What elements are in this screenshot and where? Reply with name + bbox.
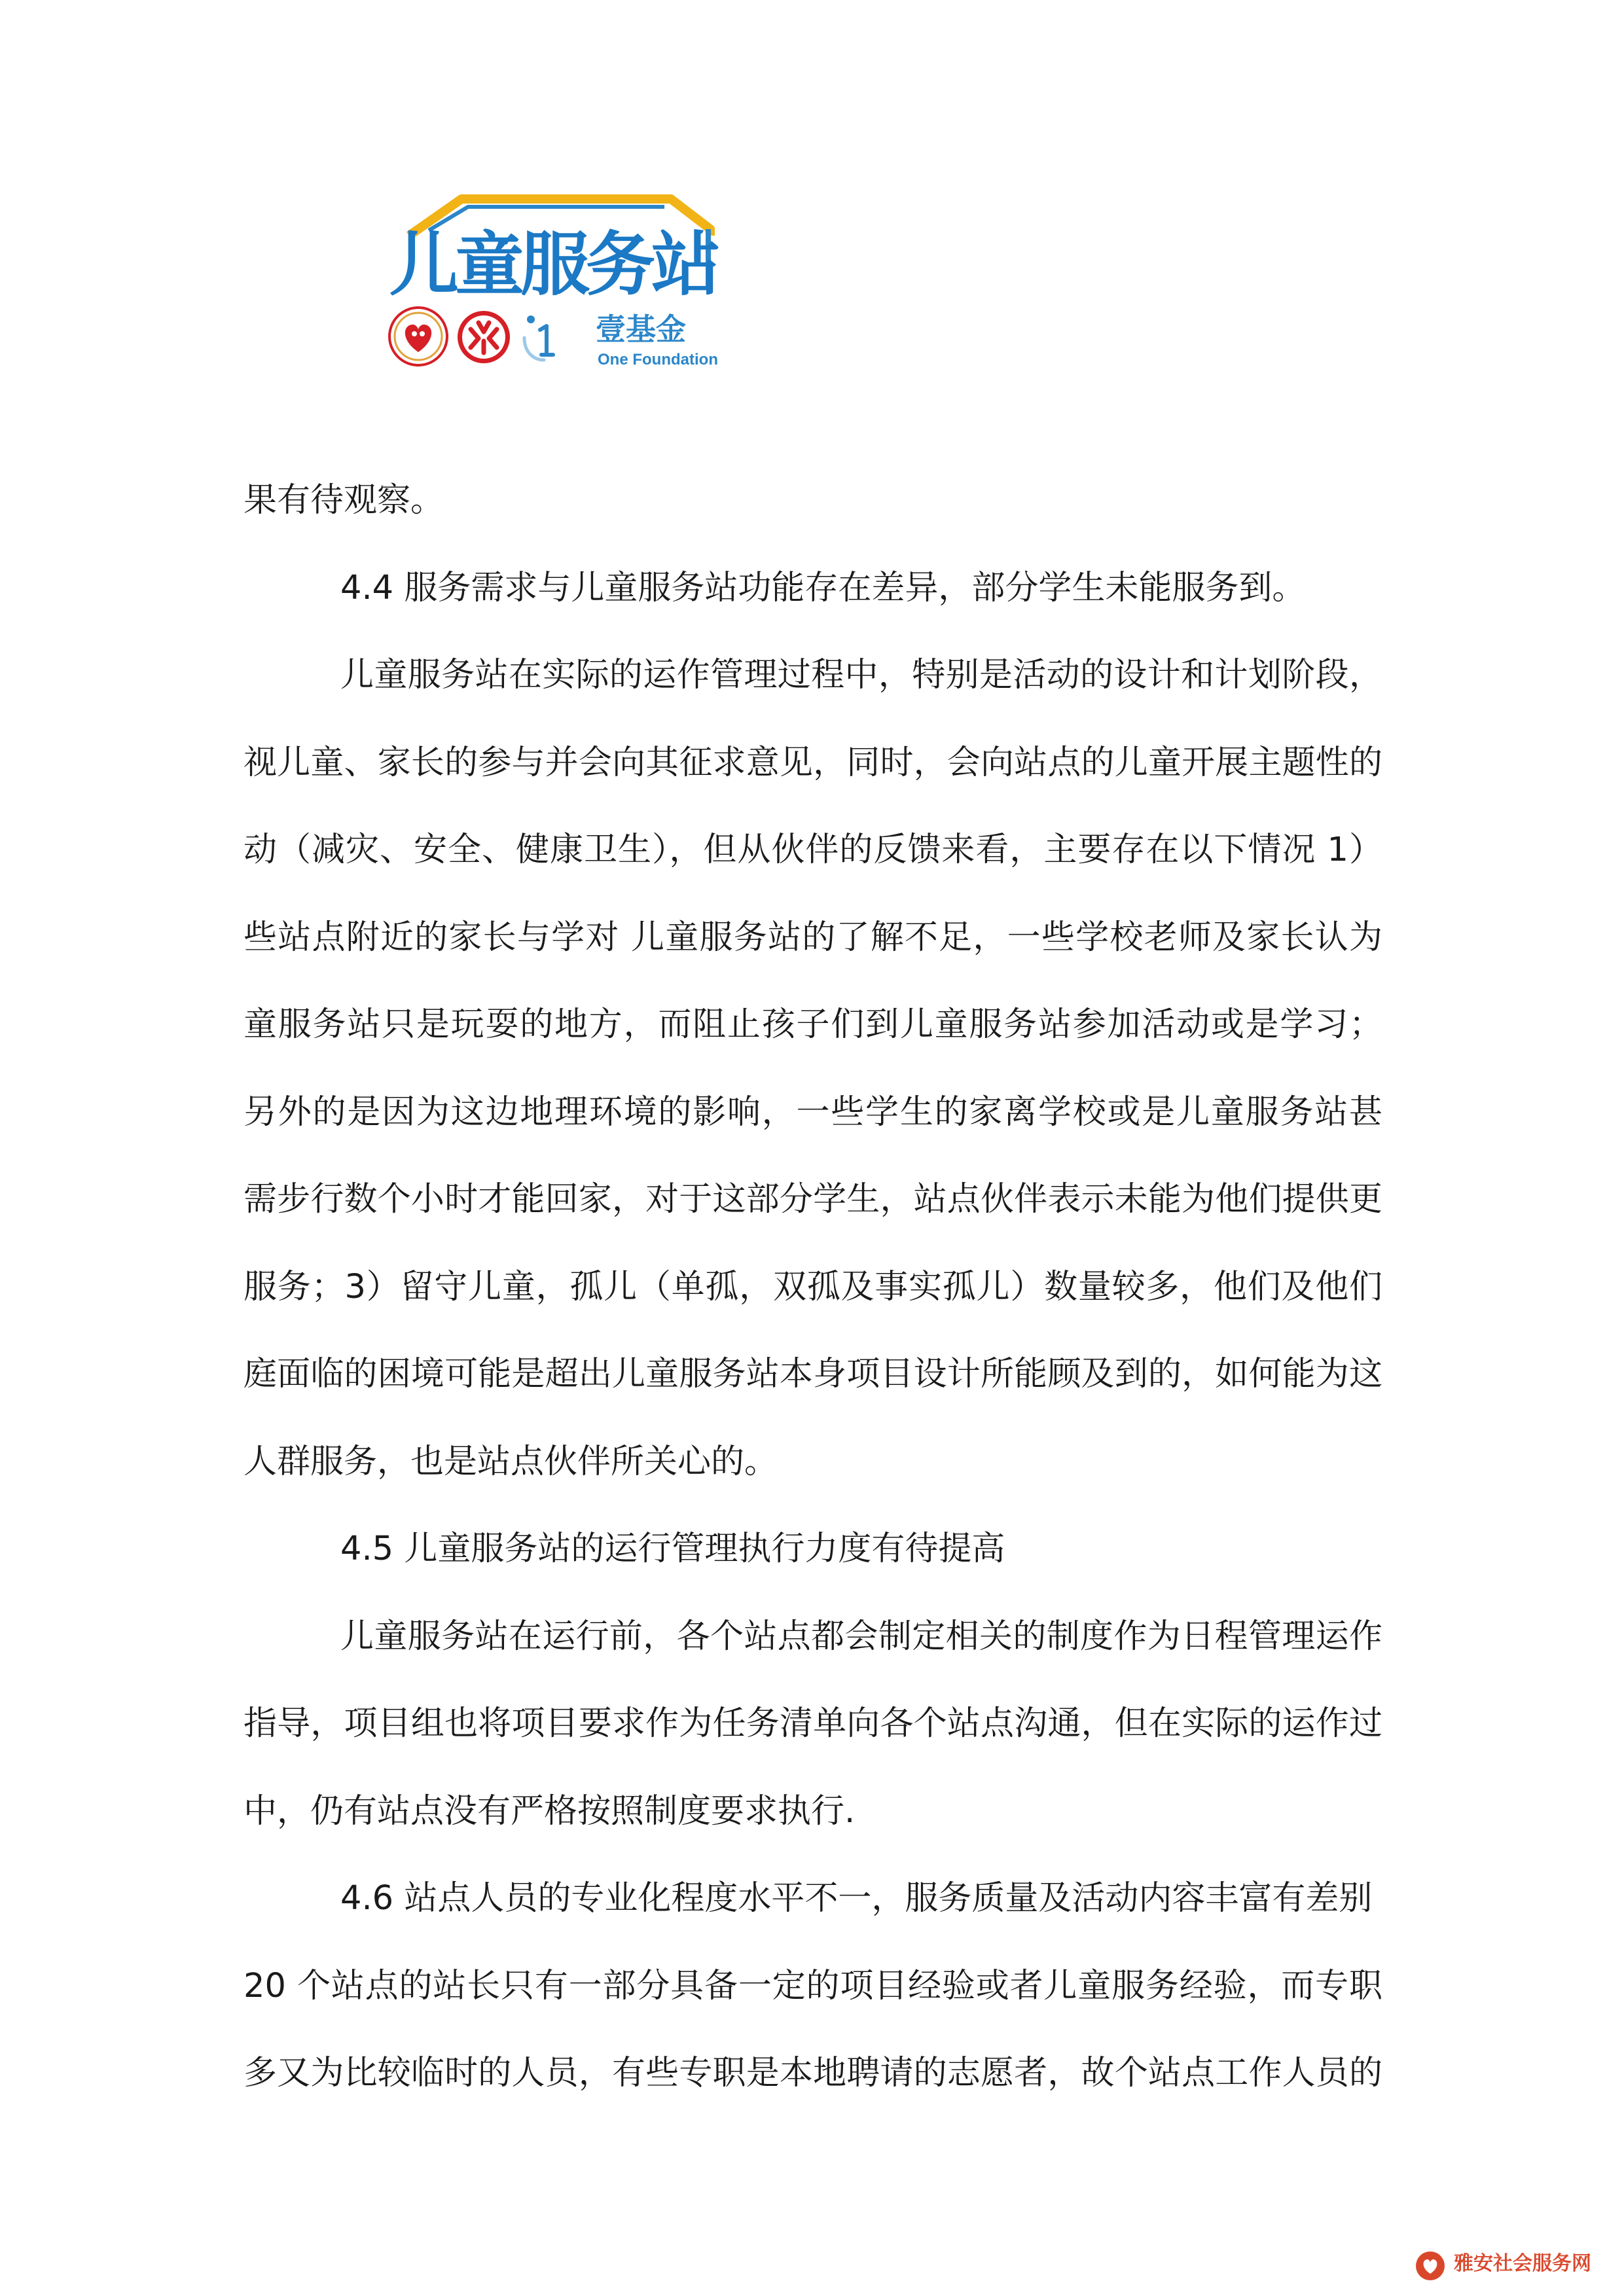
- text-line: 果有待观察。: [244, 481, 444, 520]
- text-line: 指导，项目组也将项目要求作为任务清单向各个站点沟通，但在实际的运作过: [244, 1704, 1382, 1743]
- paragraph: [244, 457, 1382, 545]
- one-foundation-mark-icon: [519, 312, 565, 364]
- text-line: 儿童服务站在运行前，各个站点都会制定相关的制度作为日程管理运作: [340, 1617, 1382, 1656]
- watermark-text: 雅安社会服务网: [1454, 2252, 1591, 2275]
- section-heading-4-4: [244, 545, 1382, 632]
- heart-logo-icon: [1415, 2250, 1446, 2282]
- children-service-station-logo: [383, 190, 723, 373]
- logo-org-name-cn: 壹基金: [596, 312, 686, 347]
- text-line: 些站点附近的家长与学对 儿童服务站的了解不足，一些学校老师及家长认为: [244, 918, 1382, 957]
- text-line: 视儿童、家长的参与并会向其征求意见，同时，会向站点的儿童开展主题性的: [244, 743, 1382, 782]
- text-line: 20 个站点的站长只有一部分具备一定的项目经验或者儿童服务经验，而专职: [244, 1966, 1382, 2005]
- text-line: 4.6 站点人员的专业化程度水平不一，服务质量及活动内容丰富有差别: [340, 1879, 1373, 1918]
- section-heading-4-5: [244, 1505, 1382, 1593]
- text-line: 人群服务，也是站点伙伴所关心的。: [244, 1442, 778, 1481]
- logo-title: 儿童服务站: [389, 224, 717, 305]
- paragraph: [244, 1943, 1382, 2117]
- section-heading-4-6: [244, 1855, 1382, 1943]
- text-line: 需步行数个小时才能回家，对于这部分学生，站点伙伴表示未能为他们提供更: [244, 1180, 1382, 1219]
- text-line: 童服务站只是玩耍的地方，而阻止孩子们到儿童服务站参加活动或是学习；: [244, 1005, 1382, 1044]
- text-line: 儿童服务站在实际的运作管理过程中，特别是活动的设计和计划阶段，: [340, 656, 1382, 694]
- text-line: 另外的是因为这边地理环境的影响，一些学生的家离学校或是儿童服务站甚: [244, 1092, 1382, 1132]
- text-line: 服务；3）留守儿童，孤儿（单孤，双孤及事实孤儿）数量较多，他们及他们: [244, 1267, 1382, 1306]
- site-watermark: [1415, 2248, 1611, 2287]
- womens-federation-emblem-icon: [456, 310, 511, 365]
- logo-org-name-en: One Foundation: [598, 351, 718, 368]
- text-line: 多又为比较临时的人员，有些专职是本地聘请的志愿者，故个站点工作人员的: [244, 2054, 1382, 2092]
- text-line: 动（减灾、安全、健康卫生），但从伙伴的反馈来看，主要存在以下情况 1）: [244, 831, 1382, 869]
- paragraph: [244, 632, 1382, 1505]
- text-line: 中，仍有站点没有严格按照制度要求执行.: [244, 1791, 856, 1831]
- charity-heart-seal-icon: [388, 306, 448, 367]
- text-line: 4.5 儿童服务站的运行管理执行力度有待提高: [340, 1530, 1005, 1568]
- text-line: 4.4 服务需求与儿童服务站功能存在差异，部分学生未能服务到。: [340, 568, 1306, 607]
- paragraph: [244, 1593, 1382, 1856]
- text-line: 庭面临的困境可能是超出儿童服务站本身项目设计所能顾及到的，如何能为这: [244, 1355, 1382, 1393]
- document-body: [244, 457, 1382, 2117]
